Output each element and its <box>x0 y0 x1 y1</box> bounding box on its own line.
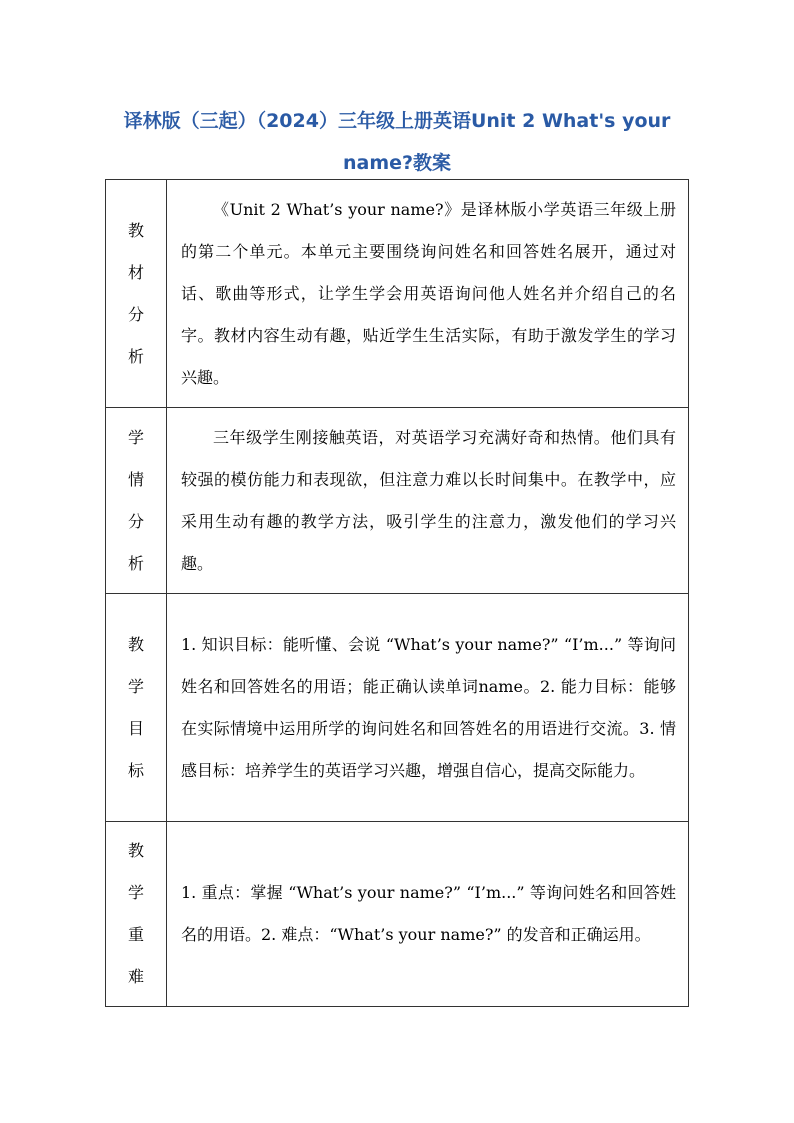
label-char: 教 <box>127 841 144 860</box>
label-char: 重 <box>127 925 144 944</box>
teaching-objectives-text: 1. 知识目标：能听懂、会说 “What’s your name?” “I’m...” 等询问姓名和回答姓名的用语；能正确认读单词name。2. 能力目标：能够在实际情境中运用所学的询问姓名和回答姓名的用语进行交流。3. 情感目标：培养学生的英语学习兴趣，增强自信心，提高交际能力。 <box>181 634 676 780</box>
label-char: 材 <box>127 262 144 282</box>
row-label-key-points <box>106 822 167 1007</box>
textbook-analysis-text: 《Unit 2 What’s your name?》是译林版小学英语三年级上册的第二个单元。本单元主要围绕询问姓名和回答姓名展开，通过对话、歌曲等形式，让学生学会用英语询问他人姓名并介绍自己的名字。教材内容生动有趣，贴近学生生活实际，有助于激发学生的学习兴趣。 <box>181 199 676 387</box>
row-label-textbook-analysis <box>106 180 167 408</box>
key-points-text: 1. 重点：掌握 “What’s your name?” “I’m...” 等询问姓名和回答姓名的用语。2. 难点：“What’s your name?” 的发音和正确运用。 <box>181 883 676 944</box>
label-char: 情 <box>127 469 144 489</box>
row-content-key-points <box>167 822 689 1007</box>
label-char: 分 <box>127 304 144 324</box>
label-char: 教 <box>127 634 144 654</box>
label-char: 教 <box>127 220 144 240</box>
row-content-textbook-analysis <box>167 180 689 408</box>
row-label-student-analysis <box>106 408 167 594</box>
table-row-teaching-objectives <box>106 594 689 822</box>
table-row-key-points <box>106 822 689 1007</box>
row-label-teaching-objectives <box>106 594 167 822</box>
label-char: 学 <box>127 427 144 447</box>
document-title: 译林版（三起）（2024）三年级上册英语Unit 2 What's your name?教案 <box>123 110 671 174</box>
row-content-teaching-objectives <box>167 594 689 822</box>
table-row-student-analysis <box>106 408 689 594</box>
label-char: 学 <box>127 883 144 902</box>
table-row-textbook-analysis <box>106 180 689 408</box>
lesson-plan-table <box>105 179 689 1007</box>
student-analysis-text: 三年级学生刚接触英语，对英语学习充满好奇和热情。他们具有较强的模仿能力和表现欲，但注意力难以长时间集中。在教学中，应采用生动有趣的教学方法，吸引学生的注意力，激发他们的学习兴趣。 <box>181 427 676 573</box>
row-content-student-analysis <box>167 408 689 594</box>
label-char: 目 <box>127 718 144 738</box>
label-char: 标 <box>127 760 144 780</box>
label-char: 分 <box>127 511 144 531</box>
label-char: 难 <box>127 967 144 986</box>
label-char: 析 <box>127 346 144 366</box>
label-char: 析 <box>127 553 144 573</box>
label-char: 学 <box>127 676 144 696</box>
